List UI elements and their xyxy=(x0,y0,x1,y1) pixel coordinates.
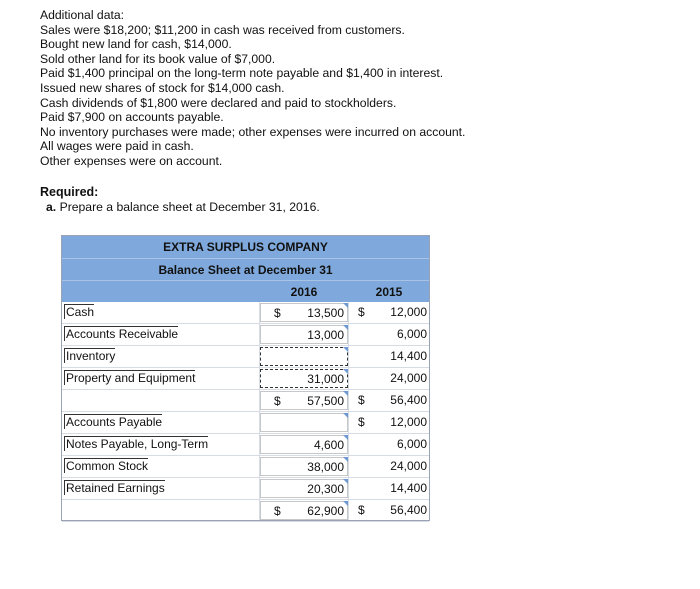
value-2016: 57,500 xyxy=(307,394,344,408)
table-row xyxy=(62,500,429,522)
value-2016: 62,900 xyxy=(307,504,344,518)
table-row xyxy=(62,478,429,500)
additional-line: Other expenses were on account. xyxy=(40,153,223,168)
input-2016[interactable] xyxy=(260,303,348,322)
value-2015: 6,000 xyxy=(396,327,427,341)
table-row xyxy=(62,302,429,324)
dollar-sign-2016: $ xyxy=(274,394,281,408)
dollar-sign-2016: $ xyxy=(274,504,281,518)
additional-line: Bought new land for cash, $14,000. xyxy=(40,37,232,52)
required-item xyxy=(46,200,320,214)
value-cell-2015 xyxy=(349,457,429,476)
value-2015: 14,400 xyxy=(390,349,427,363)
column-header-2016: 2016 xyxy=(290,285,318,299)
table-row xyxy=(62,368,429,390)
company-name: EXTRA SURPLUS COMPANY xyxy=(163,240,328,254)
input-2016[interactable] xyxy=(260,347,348,366)
row-label: Property and Equipment xyxy=(66,371,196,385)
value-2016: 13,000 xyxy=(307,328,344,342)
value-2016: 31,000 xyxy=(307,372,344,386)
column-divider xyxy=(348,302,349,520)
value-2016: 20,300 xyxy=(307,482,344,496)
value-2015: 56,400 xyxy=(390,503,427,517)
row-label: Common Stock xyxy=(66,459,149,473)
additional-line: Paid $7,900 on accounts payable. xyxy=(40,110,224,125)
dollar-sign-2015: $ xyxy=(358,503,365,517)
balance-sheet xyxy=(61,235,430,521)
value-2016: 13,500 xyxy=(307,306,344,320)
table-row xyxy=(62,324,429,346)
row-label: Notes Payable, Long-Term xyxy=(66,437,209,451)
header-divider xyxy=(62,280,429,281)
dollar-sign-2015: $ xyxy=(358,415,365,429)
additional-data xyxy=(40,8,465,169)
row-label: Accounts Receivable xyxy=(66,327,179,341)
input-2016[interactable] xyxy=(260,457,348,476)
value-2015: 14,400 xyxy=(390,481,427,495)
value-2015: 12,000 xyxy=(390,415,427,429)
value-cell-2015 xyxy=(349,347,429,366)
row-label: Inventory xyxy=(66,349,116,363)
table-row xyxy=(62,412,429,434)
value-cell-2015 xyxy=(349,413,429,432)
additional-line: Sold other land for its book value of $7,000. xyxy=(40,51,276,66)
column-header-2015: 2015 xyxy=(375,285,403,299)
row-label: Accounts Payable xyxy=(66,415,163,429)
value-2015: 56,400 xyxy=(390,393,427,407)
header-divider xyxy=(62,258,429,259)
dollar-sign-2015: $ xyxy=(358,305,365,319)
row-label: Retained Earnings xyxy=(66,481,165,495)
value-cell-2015 xyxy=(349,303,429,322)
value-cell-2015 xyxy=(349,479,429,498)
input-2016[interactable] xyxy=(260,501,348,520)
table-row xyxy=(62,390,429,412)
sheet-title: Balance Sheet at December 31 xyxy=(158,263,333,277)
input-2016[interactable] xyxy=(260,479,348,498)
input-2016[interactable] xyxy=(260,413,348,432)
value-cell-2015 xyxy=(349,501,429,520)
value-2015: 24,000 xyxy=(390,459,427,473)
additional-line: Issued new shares of stock for $14,000 cash. xyxy=(40,80,285,95)
table-row xyxy=(62,456,429,478)
value-2016: 38,000 xyxy=(307,460,344,474)
value-cell-2015 xyxy=(349,435,429,454)
value-2015: 12,000 xyxy=(390,305,427,319)
value-cell-2015 xyxy=(349,369,429,388)
additional-heading: Additional data: xyxy=(40,8,125,22)
input-2016[interactable] xyxy=(260,435,348,454)
column-divider xyxy=(259,302,260,520)
additional-line: Sales were $18,200; $11,200 in cash was received from customers. xyxy=(40,22,405,37)
additional-line: Cash dividends of $1,800 were declared and paid to stockholders. xyxy=(40,95,397,110)
dollar-sign-2015: $ xyxy=(358,393,365,407)
input-2016[interactable] xyxy=(260,391,348,410)
value-cell-2015 xyxy=(349,391,429,410)
dollar-sign-2016: $ xyxy=(274,306,281,320)
value-2016: 4,600 xyxy=(313,438,344,452)
required-item-text: Prepare a balance sheet at December 31, 2016. xyxy=(59,200,320,214)
additional-line: Paid $1,400 principal on the long-term note payable and $1,400 in interest. xyxy=(40,66,444,81)
table-row xyxy=(62,434,429,456)
required-title: Required: xyxy=(40,185,99,199)
table-row xyxy=(62,346,429,368)
input-2016[interactable] xyxy=(260,369,348,388)
input-2016[interactable] xyxy=(260,325,348,344)
value-2015: 6,000 xyxy=(396,437,427,451)
row-label: Cash xyxy=(66,305,95,319)
required-item-letter: a. xyxy=(46,200,57,214)
value-2015: 24,000 xyxy=(390,371,427,385)
row-divider xyxy=(62,521,429,522)
value-cell-2015 xyxy=(349,325,429,344)
additional-line: All wages were paid in cash. xyxy=(40,139,194,154)
additional-line: No inventory purchases were made; other expenses were incurred on account. xyxy=(40,124,466,139)
